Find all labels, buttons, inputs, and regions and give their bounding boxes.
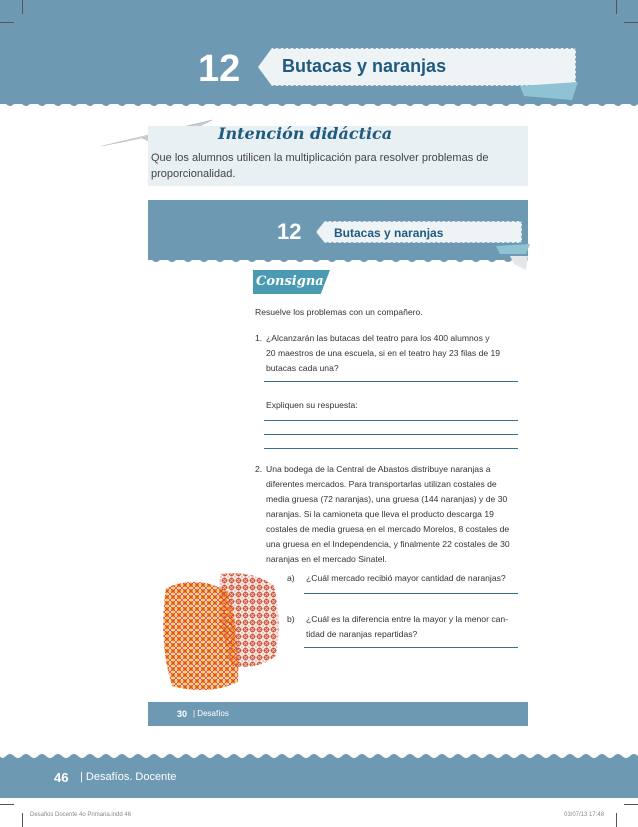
question-b-label: b) xyxy=(287,614,295,624)
question-b-text: ¿Cuál es la diferencia entre la mayor y la menor can- xyxy=(306,614,509,624)
problem2-line: diferentes mercados. Para transportarlas utilizan costales de xyxy=(266,479,497,489)
question-b-text: tidad de naranjas repartidas? xyxy=(306,629,418,639)
crop-mark xyxy=(624,804,638,805)
answer-line[interactable] xyxy=(304,593,518,594)
problem1-explain: Expliquen su respuesta: xyxy=(266,400,358,410)
crop-mark xyxy=(22,813,23,827)
ribbon-decoration-icon xyxy=(520,82,578,100)
problem2-line: media gruesa (72 naranjas), una gruesa (144 naranjas) y de 30 xyxy=(266,494,508,504)
crop-mark xyxy=(22,0,23,14)
problem2-line: Una bodega de la Central de Abastos distribuye naranjas a xyxy=(266,464,491,474)
top-zigzag-edge xyxy=(0,100,638,108)
page-title: Butacas y naranjas xyxy=(282,56,447,76)
problem1-line: ¿Alcanzarán las butacas del teatro para los 400 alumnos y xyxy=(266,333,490,343)
orange-sacks-image xyxy=(158,570,283,700)
footer-label: | Desafíos. Docente xyxy=(80,771,177,783)
problem2-number: 2. xyxy=(255,464,263,474)
problem2-line: costales de media gruesa en el mercado Morelos, 8 costales de xyxy=(266,524,510,534)
slug-file-name: Desafios Docente 4o Primaria.indd 46 xyxy=(30,812,132,818)
problem1-number: 1. xyxy=(255,333,263,343)
slug-timestamp: 03/07/13 17:48 xyxy=(564,812,605,818)
crop-mark xyxy=(0,804,14,805)
question-a-text: ¿Cuál mercado recibió mayor cantidad de naranjas? xyxy=(306,573,506,583)
crop-mark xyxy=(0,22,14,23)
problem2-line: naranjas en el mercado Sinatel. xyxy=(266,554,387,564)
problem1-line: 20 maestros de una escuela, si en el teatro hay 23 filas de 19 xyxy=(266,348,501,358)
consigna-label: Consigna xyxy=(256,274,324,289)
page-number: 46 xyxy=(54,770,69,785)
instruction-text: Resuelve los problemas con un compañero. xyxy=(255,307,423,317)
answer-line[interactable] xyxy=(264,381,518,382)
intent-text: Que los alumnos utilicen la multiplicación para resolver problemas de proporcionalidad. xyxy=(151,152,489,180)
inner-footer-number: 30 xyxy=(177,709,188,719)
answer-line[interactable] xyxy=(264,434,518,435)
inner-chapter-number: 12 xyxy=(277,219,302,244)
crop-mark xyxy=(624,22,638,23)
question-a-label: a) xyxy=(287,573,295,583)
problem1-line: butacas cada una? xyxy=(266,363,339,373)
chapter-number: 12 xyxy=(198,48,241,90)
crop-mark xyxy=(616,0,617,14)
inner-footer-label: | Desafíos xyxy=(193,709,229,718)
problem2-line: naranjas. Si la camioneta que lleva el producto descarga 19 xyxy=(266,509,494,519)
problem2-line: una gruesa en el Independencia, y finalmente 22 costales de 30 xyxy=(266,539,510,549)
crop-mark xyxy=(616,813,617,827)
inner-zigzag-edge xyxy=(148,256,528,264)
inner-ribbon-decoration-icon xyxy=(496,244,530,270)
answer-line[interactable] xyxy=(264,448,518,449)
intent-title: Intención didáctica xyxy=(218,124,393,143)
answer-line[interactable] xyxy=(304,647,518,648)
answer-line[interactable] xyxy=(264,420,518,421)
inner-page-title: Butacas y naranjas xyxy=(334,226,444,240)
